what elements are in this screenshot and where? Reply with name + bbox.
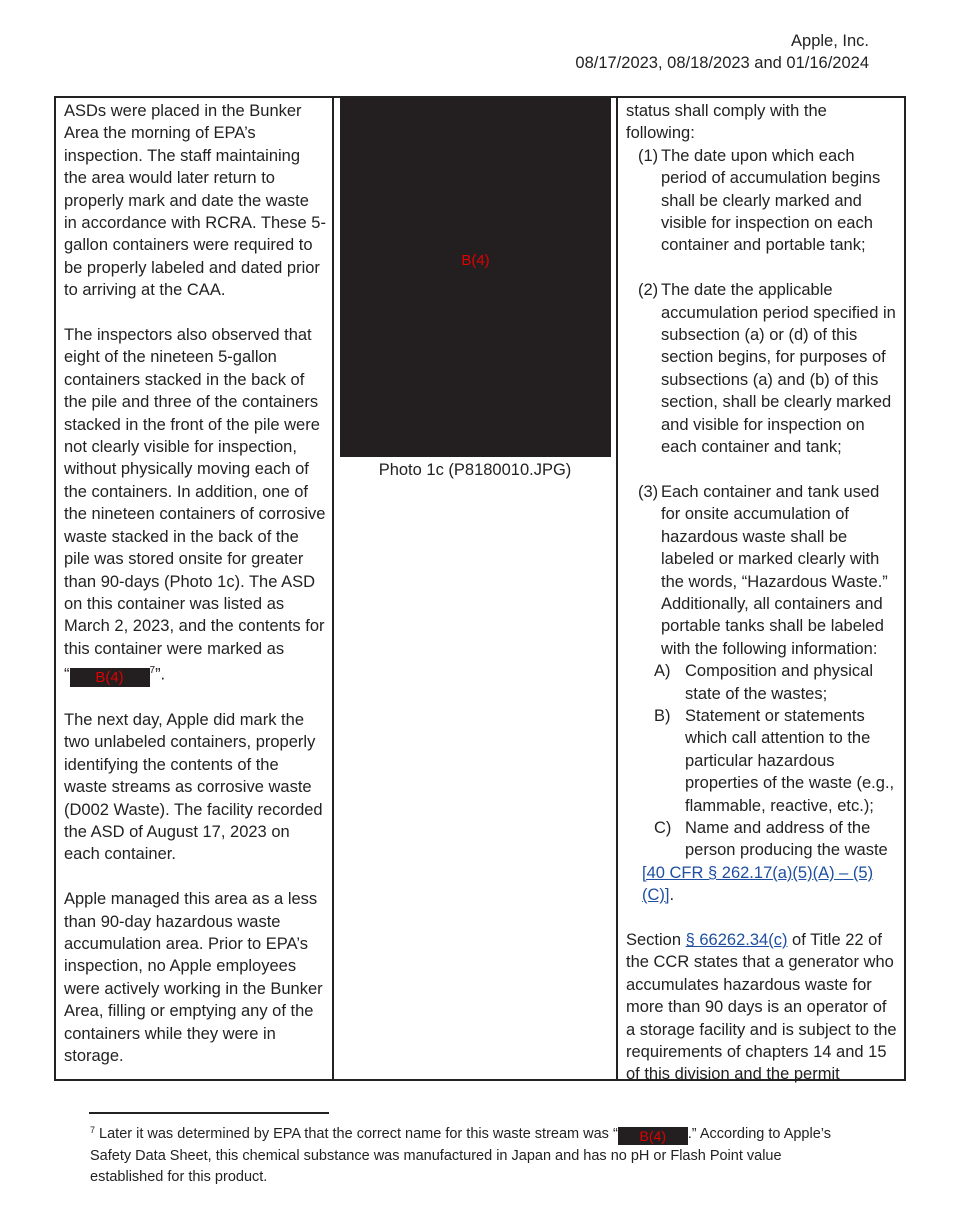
footnote	[90, 1120, 835, 1189]
regulation-subitem	[654, 817, 900, 862]
regulation-item	[638, 481, 900, 660]
subitem-letter: A)	[654, 662, 671, 681]
paragraph-inspectors	[64, 324, 326, 687]
paragraph-inspectors-text: The inspectors also observed that eight of the nineteen 5-gallon containers stacked in the back of the pile and three of the containers stacked in the front of the pile were not clearly visible for inspection, without physically moving each of the containers. In addition, one of the nineteen containers of corrosive waste stacked in the back of the pile was stored onsite for greater than 90-days (Photo 1c). The ASD on this container was listed as March 2, 2023, and the contents for this container were marked as	[64, 326, 326, 658]
citation-period: .	[669, 886, 675, 905]
photo-redaction-label: B(4)	[461, 252, 490, 269]
left-column	[56, 98, 332, 1079]
cfr-citation-link[interactable]: [40 CFR § 262.17(a)(5)(A) – (5)(C)]	[642, 863, 874, 905]
citation	[626, 862, 900, 907]
subitem-text: Statement or statements which call attention to the particular hazardous properties of the waste (e.g., flammable, reactive, etc.);	[685, 706, 895, 815]
right-column	[616, 98, 906, 1084]
subitem-text: Composition and physical state of the wastes;	[685, 662, 874, 703]
redacted-photo	[340, 98, 611, 457]
item-number: (3)	[638, 482, 659, 501]
footnote-redaction-box: B(4)	[618, 1127, 688, 1145]
document-header	[575, 30, 869, 74]
subitem-letter: C)	[654, 818, 672, 837]
item-number: (2)	[638, 281, 659, 300]
regulation-item	[638, 145, 900, 257]
company-name: Apple, Inc.	[791, 32, 869, 50]
paragraph-next-day: The next day, Apple did mark the two unlabeled containers, properly identifying the contents of the waste streams as corrosive waste (D002 Waste). The facility recorded the ASD of August 17, 2023 on each container.	[64, 711, 323, 864]
inspection-dates: 08/17/2023, 08/18/2023 and 01/16/2024	[575, 54, 869, 72]
regulation-intro: status shall comply with the following:	[626, 102, 827, 143]
photo-caption: Photo 1c (P8180010.JPG)	[378, 461, 572, 479]
footnote-ref[interactable]: 7	[149, 665, 156, 677]
paragraph-asds: ASDs were placed in the Bunker Area the morning of EPA’s inspection. The staff maintaining the area would later return to properly mark and date the waste in accordance with RCRA. These 5-gallon containers were required to be properly labeled and dated prior to arriving at the CAA.	[64, 102, 326, 300]
item-text: The date the applicable accumulation period specified in subsection (a) or (d) of this section begins, for purposes of subsections (a) and (b) of this section, shall be clearly marked and visible for inspection on each container and tank;	[661, 281, 896, 457]
regulation-subitem	[654, 705, 900, 817]
footnote-text-end: .” According to Apple’s Safety Data Sheet, this chemical substance was manufactured in Japan and has no pH or Flash Point value established for this product.	[90, 1126, 831, 1185]
open-quote: “	[64, 665, 70, 684]
section-prefix: Section	[626, 930, 686, 949]
regulation-subitem	[654, 660, 900, 705]
ccr-section-link[interactable]: § 66262.34(c)	[685, 930, 788, 949]
item-text: Each container and tank used for onsite accumulation of hazardous waste shall be labeled or marked clearly with the words, “Hazardous Waste.” Additionally, all containers and portable tanks shall be labeled with the following information:	[661, 482, 888, 658]
paragraph-managed: Apple managed this area as a less than 90-day hazardous waste accumulation area. Prior to EPA’s inspection, no Apple employees were actively working in the Bunker Area, filling or emptying any of the containers while they were in storage.	[64, 890, 323, 1066]
footnote-text-start: Later it was determined by EPA that the correct name for this waste stream was “	[95, 1126, 618, 1142]
section-text: of Title 22 of the CCR states that a generator who accumulates hazardous waste for more than 90 days is an operator of a storage facility and is subject to the requirements of chapters 14 and 15 of this division and the permit	[626, 930, 897, 1084]
section-paragraph	[626, 929, 900, 1086]
item-text: The date upon which each period of accumulation begins shall be clearly marked and visible for inspection on each container and portable tank;	[661, 146, 881, 255]
subitem-letter: B)	[654, 706, 671, 725]
footnote-divider	[89, 1112, 329, 1114]
middle-column	[332, 98, 616, 1079]
item-number: (1)	[638, 146, 659, 165]
redaction-box: B(4)	[70, 668, 150, 687]
close-quote: ”.	[155, 665, 166, 684]
footnote-number: 7	[90, 1125, 96, 1135]
regulation-item	[638, 279, 900, 458]
subitem-text: Name and address of the person producing the waste	[685, 818, 888, 860]
content-table	[54, 96, 906, 1084]
